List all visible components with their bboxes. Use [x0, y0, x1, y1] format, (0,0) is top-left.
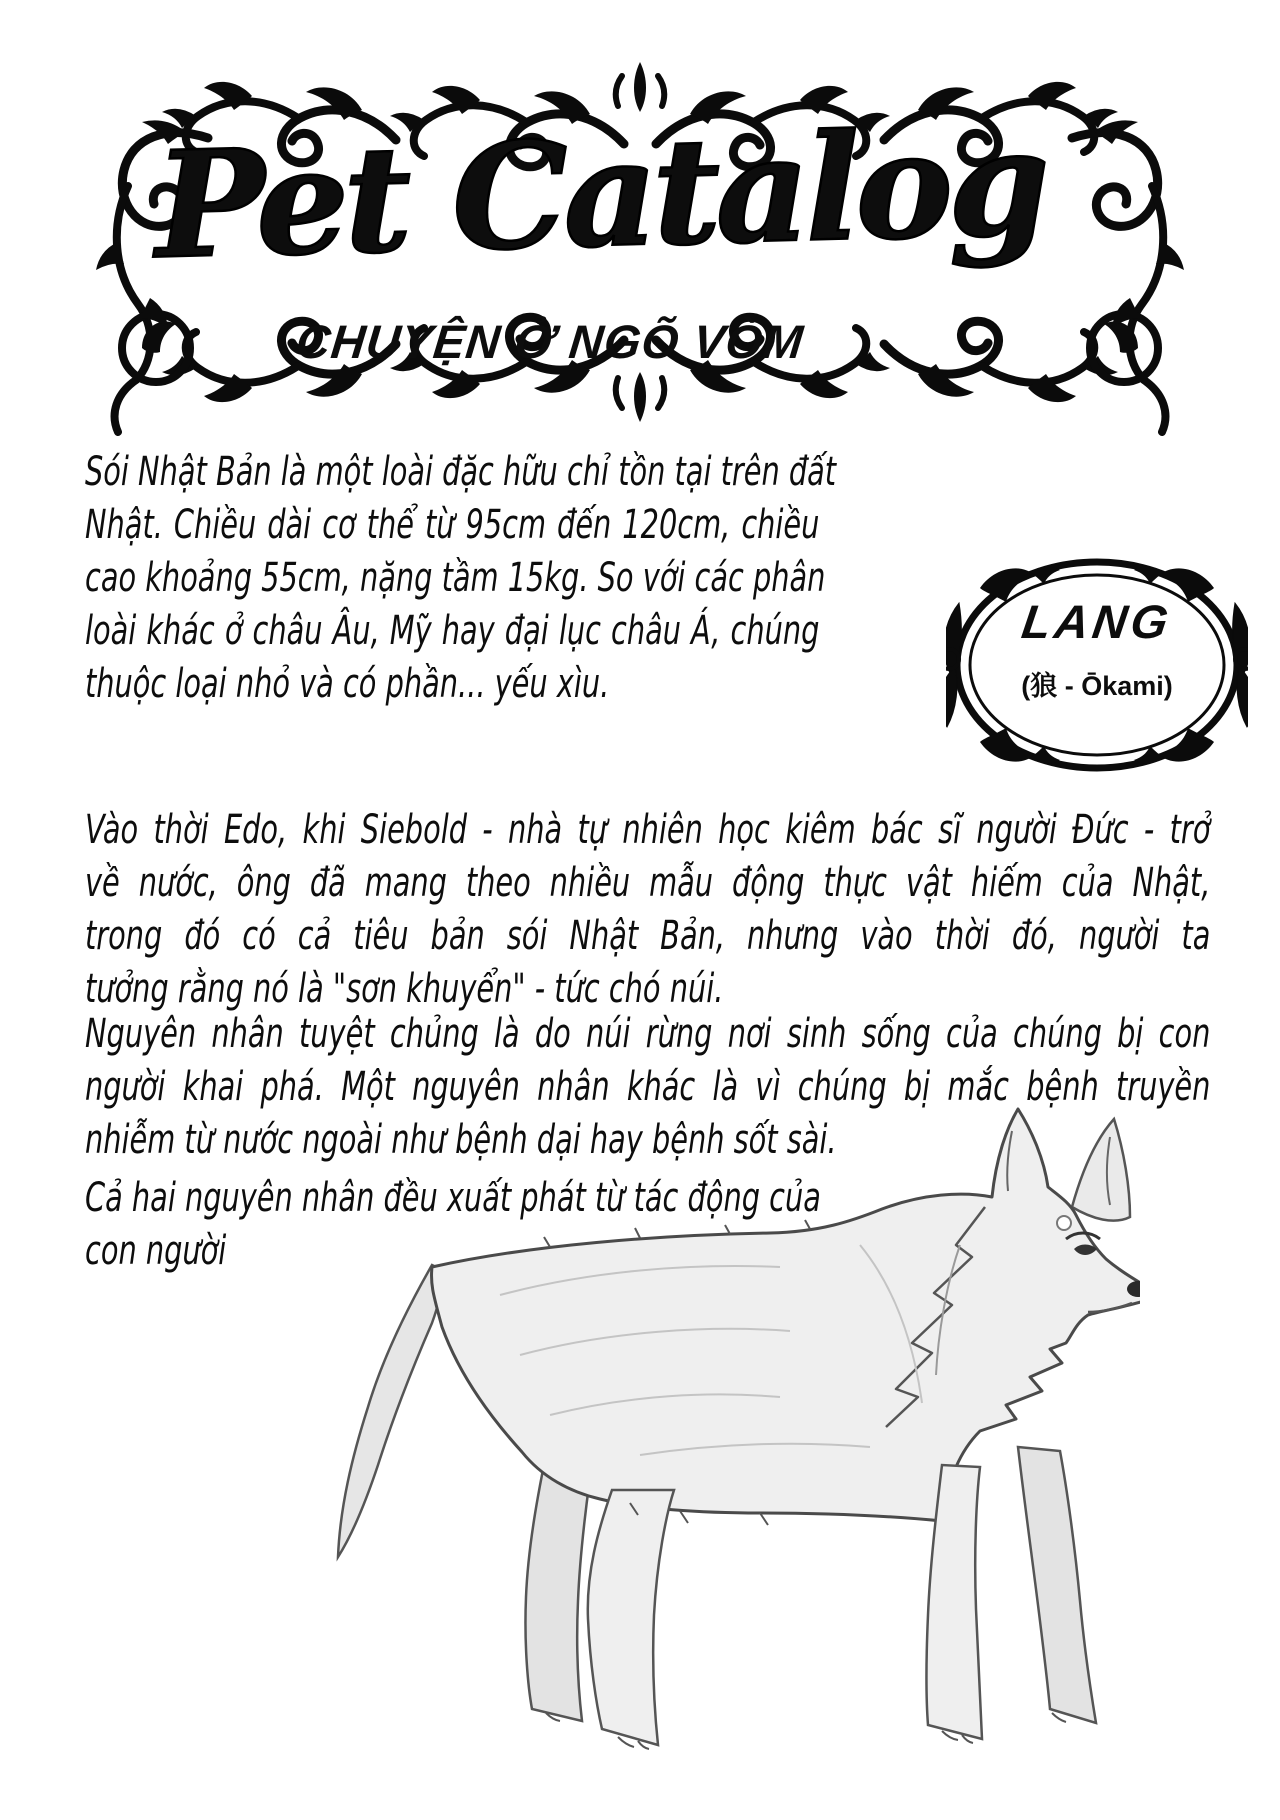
text-line: loài khác ở châu Âu, Mỹ hay đại lục châu Á, chúng [85, 608, 820, 654]
text-line: về nước, ông đã mang theo nhiều mẫu động thực vật hiếm của Nhật, [85, 860, 1211, 906]
text-line: cao khoảng 55cm, nặng tầm 15kg. So với các phân [85, 555, 826, 601]
text-line: Cả hai nguyên nhân đều xuất phát từ tác động của [85, 1175, 821, 1221]
text-line: người khai phá. Một nguyên nhân khác là vì chúng bị mắc bệnh truyền [85, 1064, 1211, 1110]
text-line: tưởng rằng nó là "sơn khuyển" - tức chó núi. [85, 966, 724, 1012]
page-title: Pet Catalog [152, 97, 1047, 292]
text-line: Nguyên nhân tuyệt chủng là do núi rừng nơi sinh sống của chúng bị con [85, 1011, 1211, 1057]
species-reading: (狼 - Ōkami) [1021, 671, 1173, 701]
text-line: Nhật. Chiều dài cơ thể từ 95cm đến 120cm, chiều [85, 502, 820, 548]
wolf-illustration [80, 945, 1140, 1785]
text-line: Vào thời Edo, khi Siebold - nhà tự nhiên học kiêm bác sĩ người Đức - trở [85, 807, 1211, 853]
text-line: trong đó có cả tiêu bản sói Nhật Bản, nhưng vào thời đó, người ta [85, 913, 1211, 959]
text-line: thuộc loại nhỏ và có phần... yếu xìu. [85, 661, 610, 707]
paragraph-1 [85, 446, 1105, 711]
species-name: LANG [1018, 595, 1176, 648]
text-line: Sói Nhật Bản là một loài đặc hữu chỉ tồn tại trên đất [85, 449, 837, 495]
text-line: con người [85, 1228, 227, 1274]
text-line: nhiễm từ nước ngoài như bệnh dại hay bệnh sốt sài. [85, 1117, 837, 1163]
page-subtitle: CHUYỆN Ở NGÕ VÒM [293, 315, 807, 368]
